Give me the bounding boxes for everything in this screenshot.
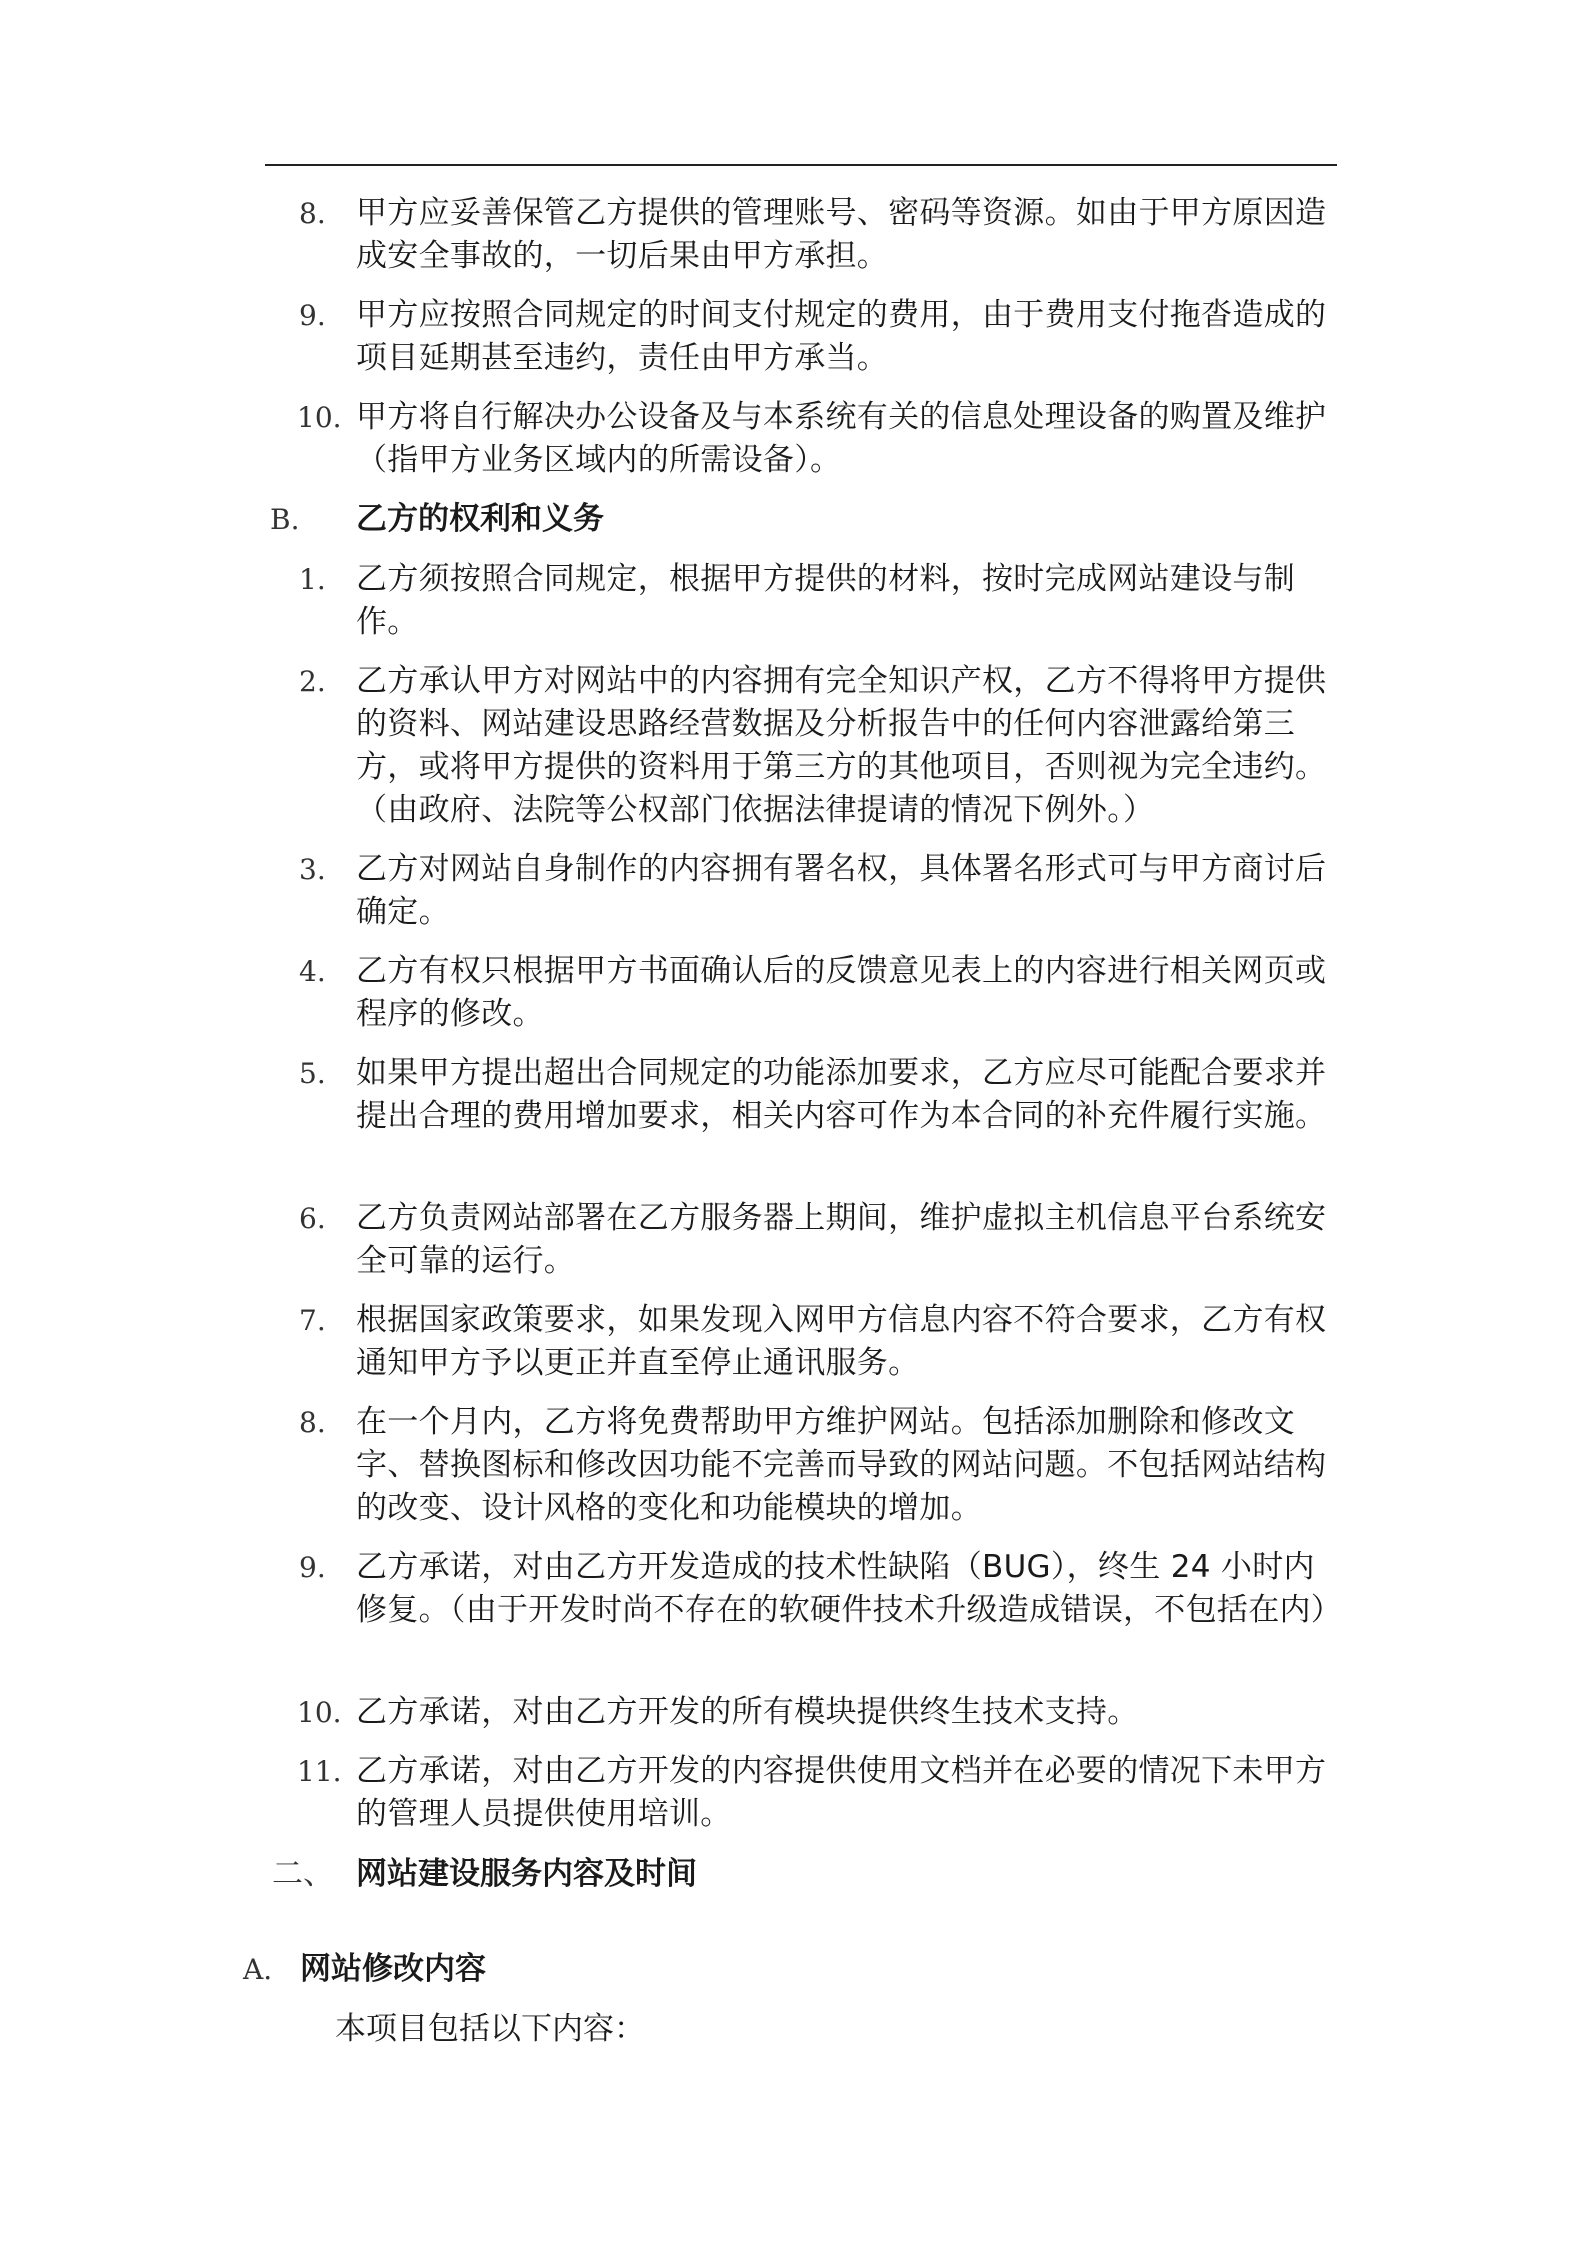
list-item-number: 8. [299,197,326,230]
list-item-text: 甲方将自行解决办公设备及与本系统有关的信息处理设备的购置及维护（指甲方业务区域内的所需设备）。 [356,399,1327,478]
list-item-text: 乙方承诺，对由乙方开发的所有模块提供终生技术支持。 [356,1694,1139,1730]
header-rule [265,164,1337,166]
list-item-text: 甲方应妥善保管乙方提供的管理账号、密码等资源。如由于甲方原因造成安全事故的，一切后果由甲方承担。 [356,195,1327,274]
list-item-text: 如果甲方提出超出合同规定的功能添加要求，乙方应尽可能配合要求并提出合理的费用增加要求，相关内容可作为本合同的补充件履行实施。 [356,1055,1327,1134]
list-item-text: 乙方承诺，对由乙方开发的内容提供使用文档并在必要的情况下未甲方的管理人员提供使用培训。 [356,1753,1327,1832]
list-item-text: 根据国家政策要求，如果发现入网甲方信息内容不符合要求，乙方有权通知甲方予以更正并直至停止通讯服务。 [356,1302,1327,1381]
section-label: B. [270,503,300,536]
section-title: 网站建设服务内容及时间 [356,1856,697,1892]
list-item-text: 乙方承诺，对由乙方开发造成的技术性缺陷（BUG），终生 24 小时内修复。（由于开发时尚不存在的软硬件技术升级造成错误，不包括在内） [356,1549,1343,1628]
list-item-number: 3. [299,853,326,886]
list-item-number: 10. [297,401,342,434]
list-item-text: 乙方有权只根据甲方书面确认后的反馈意见表上的内容进行相关网页或程序的修改。 [356,953,1327,1032]
list-item-number: 8. [299,1406,326,1439]
list-item-number: 2. [299,665,326,698]
list-item-number: 1. [299,563,326,596]
list-item-text: 在一个月内，乙方将免费帮助甲方维护网站。包括添加删除和修改文字、替换图标和修改因功能不完善而导致的网站问题。不包括网站结构的改变、设计风格的变化和功能模块的增加。 [356,1404,1327,1526]
list-item-text: 甲方应按照合同规定的时间支付规定的费用，由于费用支付拖沓造成的项目延期甚至违约，责任由甲方承当。 [356,297,1327,376]
section-title: 乙方的权利和义务 [356,501,604,537]
list-item-text: 乙方须按照合同规定，根据甲方提供的材料，按时完成网站建设与制作。 [356,561,1295,640]
list-item-number: 11. [297,1755,342,1788]
list-item-number: 10. [297,1696,342,1729]
list-item-number: 9. [299,1551,326,1584]
list-item-number: 9. [299,299,326,332]
list-item-text: 乙方承认甲方对网站中的内容拥有完全知识产权，乙方不得将甲方提供的资料、网站建设思路经营数据及分析报告中的任何内容泄露给第三方，或将甲方提供的资料用于第三方的其他项目，否则视为完全违约。（由政府、法院等公权部门依据法律提请的情况下例外。） [356,663,1327,828]
section-label: A. [243,1953,273,1986]
list-item-number: 6. [299,1202,326,1235]
list-item-number: 5. [299,1057,326,1090]
section-title: 网站修改内容 [300,1951,486,1987]
section-label: 二、 [272,1856,334,1892]
list-item-number: 4. [299,955,326,988]
list-item-text: 乙方负责网站部署在乙方服务器上期间，维护虚拟主机信息平台系统安全可靠的运行。 [356,1200,1327,1279]
list-item-number: 7. [299,1304,326,1337]
list-item-text: 乙方对网站自身制作的内容拥有署名权，具体署名形式可与甲方商讨后确定。 [356,851,1327,930]
intro-text: 本项目包括以下内容： [335,2011,645,2047]
